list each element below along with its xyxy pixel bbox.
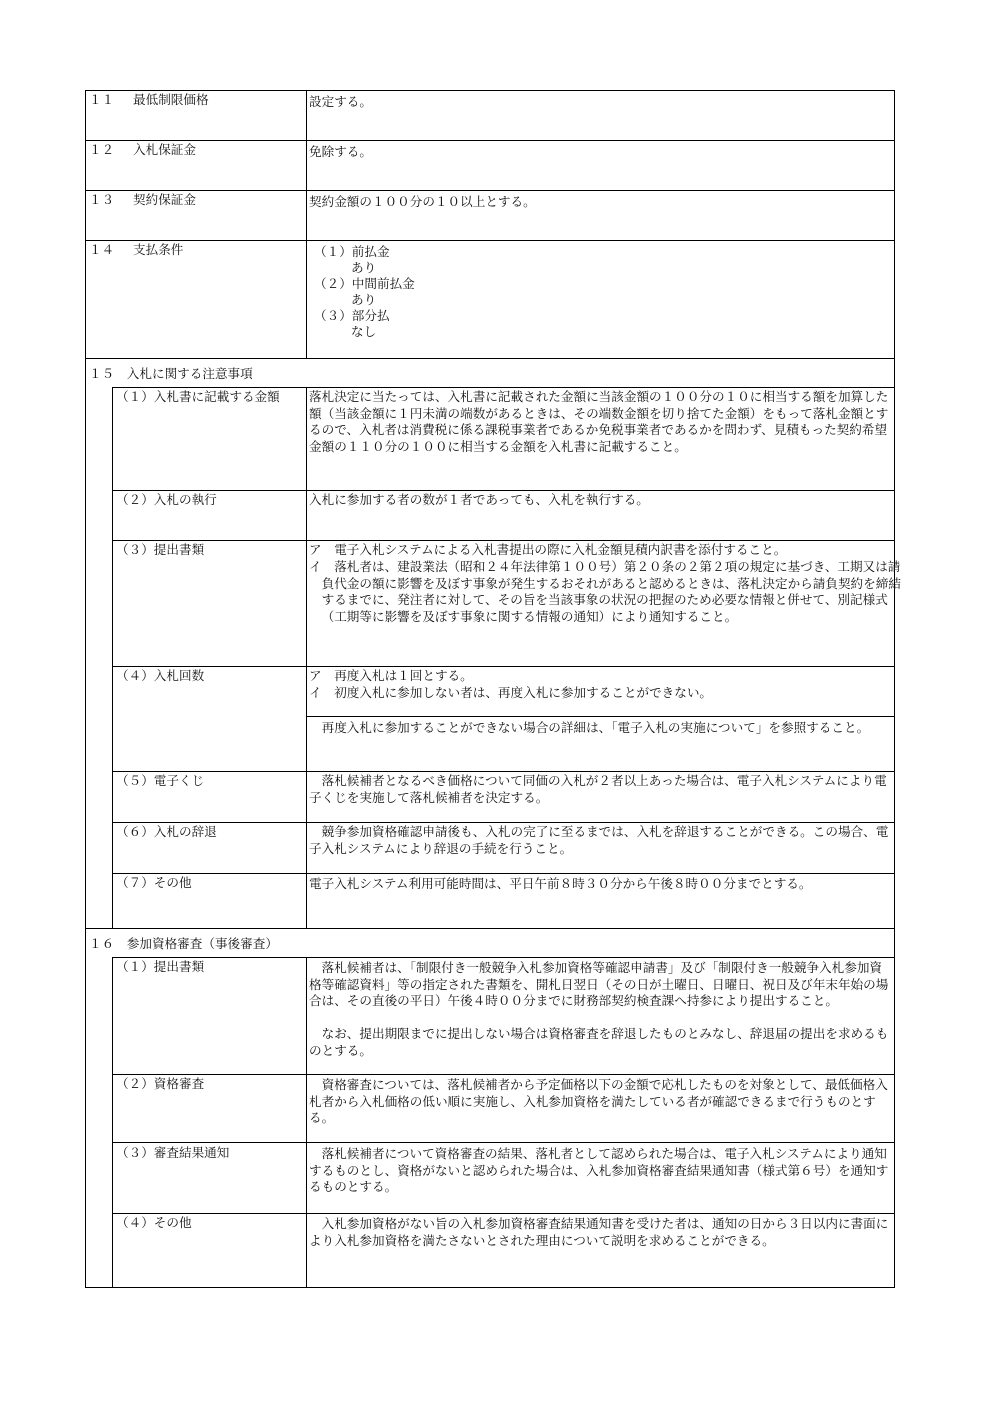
subsection-label: （３）審査結果通知 xyxy=(116,1145,230,1160)
column-divider xyxy=(306,957,307,1288)
column-divider xyxy=(306,387,307,928)
row-divider xyxy=(85,140,895,141)
section-content: 設定する。 xyxy=(309,94,372,109)
row-divider xyxy=(85,240,895,241)
row-divider xyxy=(85,928,895,929)
subsection-label: （５）電子くじ xyxy=(116,773,205,788)
subsection-text: 落札決定に当たっては、入札書に記載された金額に当該金額の１００分の１０に相当する額を加算した額（当該金額に１円未満の端数があるときは、その端数金額を切り捨てた金額）をもって落札金額とするので、入札者は消費税に係る課税事業者であるか免税事業者であるかを問わず、見積もった契約希望金額の１１０分の１００に相当する金額を入札書に記載すること。 xyxy=(309,389,889,454)
row-divider xyxy=(85,190,895,191)
section-number: １３ xyxy=(89,192,115,207)
subsection-text: 落札候補者について資格審査の結果、落札者として認められた場合は、電子入札システムにより通知するものとし、資格がないと認められた場合は、入札参加資格審査結果通知書（様式第６号）を通知するものとする。 xyxy=(309,1146,889,1195)
subsection-label: （１）入札書に記載する金額 xyxy=(116,389,280,404)
row-divider xyxy=(112,1074,895,1075)
row-divider xyxy=(85,358,895,359)
section-header: １６ 参加資格審査（事後審査） xyxy=(89,936,278,951)
subsection-label: （３）提出書類 xyxy=(116,542,205,557)
subsection-text: 電子入札システム利用可能時間は、平日午前８時３０分から午後８時００分までとする。 xyxy=(309,876,812,891)
payment-item-value: なし xyxy=(351,324,377,339)
subsection-text: 落札候補者となるべき価格について同価の入札が２者以上あった場合は、電子入札システムにより電子くじを実施して落札候補者を決定する。 xyxy=(309,773,887,805)
section-title: 支払条件 xyxy=(133,242,184,257)
subsection-item: ア 電子入札システムによる入札書提出の際に入札金額見積内訳書を添付すること。 xyxy=(309,542,787,557)
row-divider xyxy=(112,822,895,823)
payment-item-label: （１）前払金 xyxy=(314,244,390,259)
subsection-label: （４）その他 xyxy=(116,1215,192,1230)
section-title: 契約保証金 xyxy=(133,192,196,207)
section-title: 最低制限価格 xyxy=(133,92,209,107)
row-divider xyxy=(112,490,895,491)
section-number: １１ xyxy=(89,92,115,107)
section-number: １４ xyxy=(89,242,115,257)
indent-divider xyxy=(112,957,113,1288)
column-divider xyxy=(306,90,307,358)
subsection-item: ア 再度入札は１回とする。 xyxy=(309,668,473,683)
subsection-note: 再度入札に参加することができない場合の詳細は、「電子入札の実施について」を参照すること。 xyxy=(321,720,870,735)
row-divider xyxy=(306,716,895,717)
row-divider xyxy=(112,771,895,772)
subsection-text: 落札候補者は、「制限付き一般競争入札参加資格等確認申請書」及び「制限付き一般競争入札参加資格等確認資料」等の指定された書類を、開札日翌日（その日が土曜日、日曜日、祝日及び年末年始の場合は、その直後の平日）午後４時００分までに財務部契約検査課へ持参により提出すること。 xyxy=(309,960,889,1009)
payment-item-label: （３）部分払 xyxy=(314,308,390,323)
subsection-text: 入札に参加する者の数が１者であっても、入札を執行する。 xyxy=(309,492,649,507)
payment-item-value: あり xyxy=(351,292,377,307)
section-header: １５ 入札に関する注意事項 xyxy=(89,366,253,381)
section-title: 入札保証金 xyxy=(133,142,196,157)
payment-item-label: （２）中間前払金 xyxy=(314,276,415,291)
subsection-text: なお、提出期限までに提出しない場合は資格審査を辞退したものとみなし、辞退届の提出を求めるものとする。 xyxy=(309,1026,889,1058)
row-divider xyxy=(112,387,895,388)
payment-item-value: あり xyxy=(351,260,377,275)
row-divider xyxy=(112,1142,895,1143)
subsection-text: 競争参加資格確認申請後も、入札の完了に至るまでは、入札を辞退することができる。この場合、電子入札システムにより辞退の手続を行うこと。 xyxy=(309,824,889,856)
subsection-text: 入札参加資格がない旨の入札参加資格審査結果通知書を受けた者は、通知の日から３日以内に書面により入札参加資格を満たさないとされた理由について説明を求めることができる。 xyxy=(309,1216,889,1248)
row-divider xyxy=(112,666,895,667)
subsection-label: （２）資格審査 xyxy=(116,1076,205,1091)
subsection-text: 資格審査については、落札候補者から予定価格以下の金額で応札したものを対象として、最低価格入札者から入札価格の低い順に実施し、入札参加資格を満たしている者が確認できるまで行うものとする。 xyxy=(309,1077,888,1126)
indent-divider xyxy=(112,387,113,928)
subsection-label: （７）その他 xyxy=(116,875,192,890)
row-divider xyxy=(112,540,895,541)
row-divider xyxy=(112,1213,895,1214)
subsection-label: （１）提出書類 xyxy=(116,959,205,974)
subsection-label: （２）入札の執行 xyxy=(116,492,217,507)
subsection-label: （６）入札の辞退 xyxy=(116,824,217,839)
section-number: １２ xyxy=(89,142,115,157)
section-content: 契約金額の１００分の１０以上とする。 xyxy=(309,194,536,209)
section-content: 免除する。 xyxy=(309,144,372,159)
subsection-item: イ 初度入札に参加しない者は、再度入札に参加することができない。 xyxy=(309,685,712,700)
row-divider xyxy=(112,873,895,874)
subsection-item: イ 落札者は、建設業法（昭和２４年法律第１００号）第２０条の２第２項の規定に基づき、工期又は請負代金の額に影響を及ぼす事象が発生するおそれがあると認めるときは、落札決定から請負契約を締結するまでに、発注者に対して、その旨を当該事象の状況の把握のため必要な情報と併せて、別記様式（工期等に影響を及ぼす事象に関する情報の通知）により通知すること。 xyxy=(309,559,901,624)
subsection-label: （４）入札回数 xyxy=(116,668,205,683)
row-divider xyxy=(112,957,895,958)
